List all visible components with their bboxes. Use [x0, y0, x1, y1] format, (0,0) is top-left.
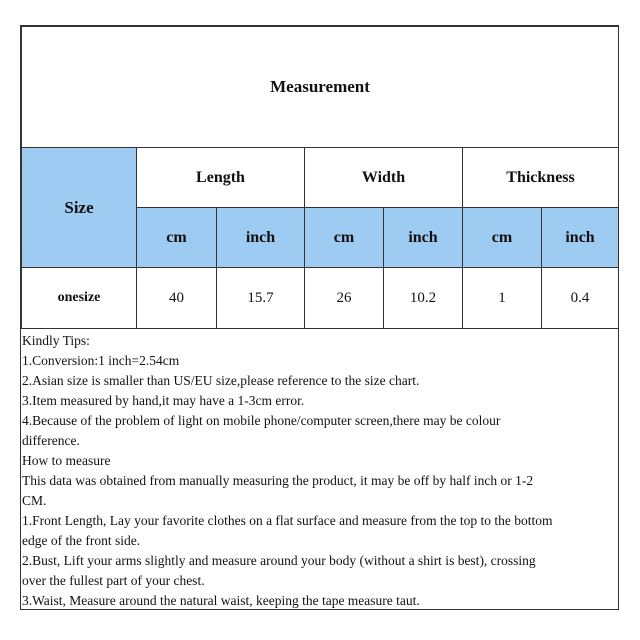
tip-line: 2.Asian size is smaller than US/EU size,please reference to the size chart. [22, 373, 420, 388]
tip-line: 3.Item measured by hand,it may have a 1-3cm error. [22, 393, 305, 408]
size-header: Size [22, 148, 137, 268]
length-header: Length [137, 148, 305, 208]
table-row [22, 268, 619, 329]
tip-line: over the fullest part of your chest. [22, 573, 205, 588]
tip-line: 3.Waist, Measure around the natural waist, keeping the tape measure taut. [22, 593, 420, 608]
tip-line: 4.Because of the problem of light on mobile phone/computer screen,there may be colour [22, 413, 501, 428]
unit-header: inch [542, 208, 619, 268]
unit-header: cm [463, 208, 542, 268]
thickness-header: Thickness [463, 148, 619, 208]
size-chart-sheet [20, 25, 619, 610]
unit-header: inch [384, 208, 463, 268]
width-cm-value: 26 [305, 268, 384, 329]
tips-heading: Kindly Tips: [22, 333, 90, 348]
measure-heading: How to measure [22, 453, 111, 468]
tip-line: 1.Front Length, Lay your favorite clothes on a flat surface and measure from the top to the bottom [22, 513, 553, 528]
tip-line: This data was obtained from manually measuring the product, it may be off by half inch or 1-2 [22, 473, 534, 488]
tip-line: 1.Conversion:1 inch=2.54cm [22, 353, 180, 368]
unit-header: cm [305, 208, 384, 268]
table-title: Measurement [22, 27, 619, 148]
tip-line: 2.Bust, Lift your arms slightly and measure around your body (without a shirt is best), crossing [22, 553, 536, 568]
row-label: onesize [22, 268, 137, 329]
length-cm-value: 40 [137, 268, 217, 329]
size-table [21, 26, 619, 329]
tip-line: CM. [22, 493, 47, 508]
tip-line: edge of the front side. [22, 533, 141, 548]
unit-header: inch [217, 208, 305, 268]
thickness-cm-value: 1 [463, 268, 542, 329]
width-header: Width [305, 148, 463, 208]
tips-section [21, 329, 618, 611]
unit-header: cm [137, 208, 217, 268]
thickness-inch-value: 0.4 [542, 268, 619, 329]
tip-line: difference. [22, 433, 80, 448]
width-inch-value: 10.2 [384, 268, 463, 329]
length-inch-value: 15.7 [217, 268, 305, 329]
